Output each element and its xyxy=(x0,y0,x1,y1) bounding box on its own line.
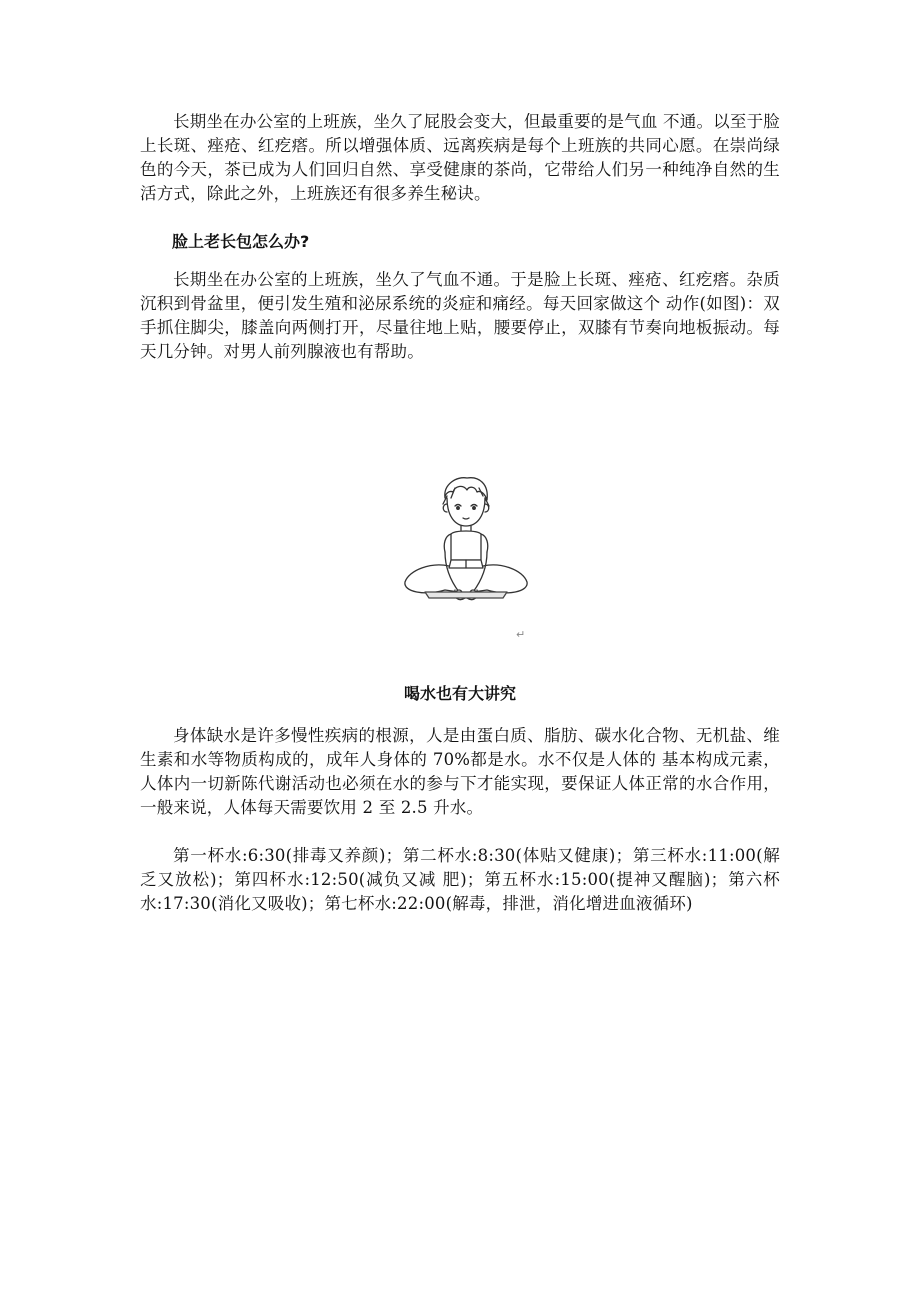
water-schedule-paragraph: 第一杯水:6:30(排毒又养颜)；第二杯水:8:30(体贴又健康)；第三杯水:11:00(解乏又放松)；第四杯水:12:50(减负又减 肥)；第五杯水:15:00(提神又醒脑)；第六杯水:17:30(消化又吸收)；第七杯水:22:00(解毒，排泄，消化增进血液循环) xyxy=(140,846,780,913)
acne-heading: 脸上老长包怎么办? xyxy=(172,232,310,251)
exercise-illustration xyxy=(395,474,535,614)
acne-paragraph: 长期坐在办公室的上班族，坐久了气血不通。于是脸上长斑、痤疮、红疙瘩。杂质沉积到骨盆里，便引发生殖和泌尿系统的炎症和痛经。每天回家做这个 动作(如图)：双手抓住脚尖，膝盖向两侧打开，尽量往地上贴，腰要停止，双膝有节奏向地板振动。每天几分钟。对男人前列腺液也有帮助。 xyxy=(140,270,780,361)
water-heading: 喝水也有大讲究 xyxy=(403,684,516,703)
paragraph-mark: ↵ xyxy=(516,628,526,641)
intro-paragraph: 长期坐在办公室的上班族，坐久了屁股会变大，但最重要的是气血 不通。以至于脸上长斑、痤疮、红疙瘩。所以增强体质、远离疾病是每个上班族的共同心愿。在崇尚绿色的今天，茶已成为人们回归自然、享受健康的茶尚，它带给人们另一种纯净自然的生活方式，除此之外，上班族还有很多养生秘诀。 xyxy=(140,112,780,203)
water-paragraph: 身体缺水是许多慢性疾病的根源，人是由蛋白质、脂肪、碳水化合物、无机盐、维生素和水等物质构成的，成年人身体的 70%都是水。水不仅是人体的 基本构成元素，人体内一切新陈代谢活动也必须在水的参与下才能实现，要保证人体正常的水合作用，一般来说，人体每天需要饮用 2 至 2.5 升水。 xyxy=(140,726,780,817)
